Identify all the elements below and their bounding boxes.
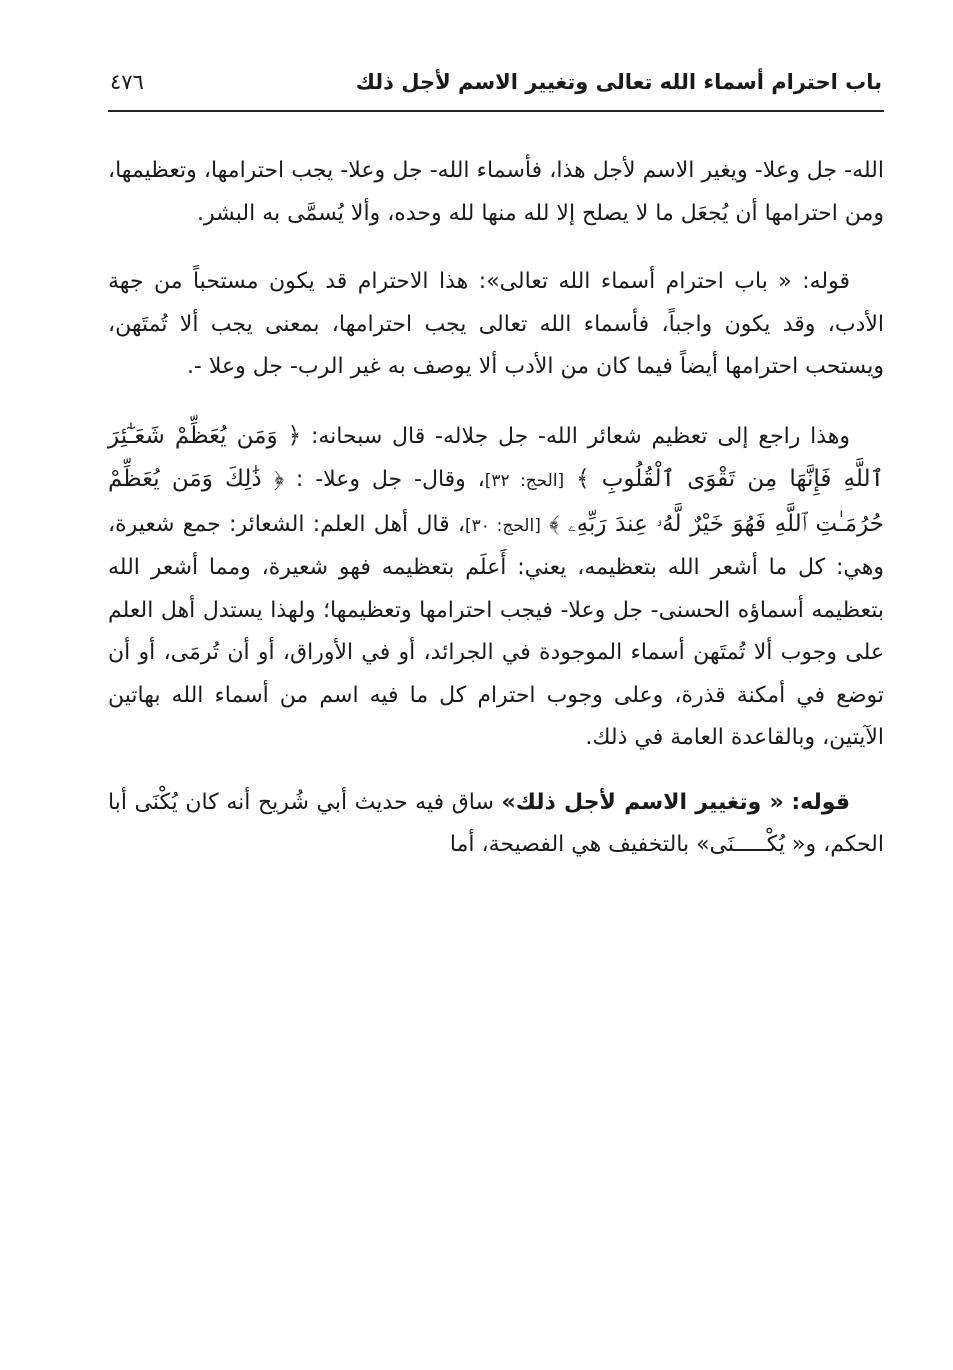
paragraph-3 (108, 415, 884, 760)
verse-reference-2: [الحج: ٣٠] (465, 515, 541, 536)
verse-reference-1: [الحج: ٣٢] (484, 471, 565, 491)
paragraph-3-bridge: ، وقال- جل وعلا- : (295, 467, 485, 492)
paragraph-1: الله- جل وعلا- ويغير الاسم لأجل هذا، فأسماء الله- جل وعلا- يجب احترامها، وتعظيمها، ومن احترامها أن يُجعَل ما لا يصلح إلا لله منها لله وحده، وألا يُسمَّى به البشر. (108, 158, 884, 226)
paragraph-4-text: ساق فيه حديث أبي شُريح أنه كان يُكْنَى أبا الحكم، و« يُكْـــــنَى» بالتخفيف هي الفصيحة، أما (108, 789, 884, 857)
chapter-title: باب احترام أسماء الله تعالى وتغيير الاسم لأجل ذلك (355, 70, 882, 94)
paragraph-2: قوله: « باب احترام أسماء الله تعالى»: هذا الاحترام قد يكون مستحباً من جهة الأدب، وقد يكون واجباً، فأسماء الله تعالى يجب احترامها، بمعنى يجب ألا تُمتَهن، ويستحب احترامها أيضاً فيما كان من الأدب ألا يوصف به غير الرب- جل وعلا -. (108, 269, 884, 379)
running-header (110, 62, 882, 102)
header-rule (108, 110, 884, 112)
page-body (108, 150, 884, 893)
page-number: ٤٧٦ (110, 70, 144, 94)
paragraph-3-intro: وهذا راجع إلى تعظيم شعائر الله- جل جلاله- قال سبحانه: (310, 423, 850, 449)
paragraph-4-quote: « وتغيير الاسم لأجل ذلك» (501, 789, 784, 815)
paragraph-4 (108, 782, 884, 867)
paragraph-3-commentary: ، قال أهل العلم: الشعائر: جمع شعيرة، وهي: كل ما أشعر الله بتعظيمه، يعني: أَعلَم بتعظيمه فهو شعيرة، ومما أشعر الله بتعظيمه أسماؤه الحسنى- جل وعلا- فيجب احترامها وتعظيمها؛ ولهذا يستدل أهل العلم على وجوب ألا تُمتَهن أسماء الموجودة في الجرائد، أو في الأوراق، أو أن تُرمَى، أو أن توضع في أمكنة قذرة، وعلى وجوب احترام كل ما فيه اسم من أسماء الله بهاتين الآيتين، وبالقاعدة العامة في ذلك. (108, 511, 884, 750)
quran-verse-2: ﴿ ذَٰلِكَ وَمَن يُعَظِّمْ حُرُمَـٰتِ ٱللَّهِ فَهُوَ خَيْرٌ لَّهُۥ عِندَ رَبِّهِۦ ﴾ (108, 466, 884, 537)
quran-verse-1: ﴿ وَمَن يُعَظِّمْ شَعَـٰٓئِرَ ٱللَّهِ فَإِنَّهَا مِن تَقْوَى ٱلْقُلُوبِ ﴾ (108, 422, 884, 492)
paragraph-4-lead: قوله: (791, 789, 850, 815)
